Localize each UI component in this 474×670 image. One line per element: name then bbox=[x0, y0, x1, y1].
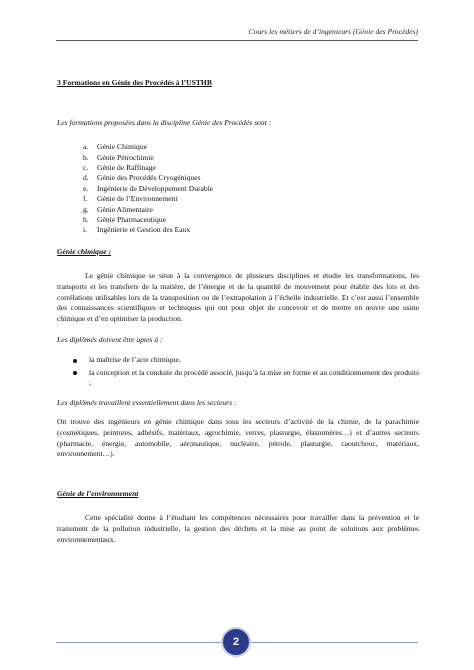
list-item bbox=[83, 163, 419, 173]
running-header: Cours les métiers de d’ingenieurs (Génie des Procédés) bbox=[248, 27, 418, 36]
list-item-label: Génie Chimique bbox=[97, 142, 147, 152]
bullet-icon bbox=[73, 359, 77, 363]
list-item-label: Ingénierie et Gestion des Eaux bbox=[97, 225, 191, 235]
list-item-label: Ingénierie de Développement Durable bbox=[97, 183, 214, 193]
list-item bbox=[83, 194, 419, 204]
list-item bbox=[83, 215, 419, 225]
list-letter: c. bbox=[83, 163, 89, 172]
list-letter: a. bbox=[83, 142, 89, 152]
list-item bbox=[83, 153, 419, 163]
list-item bbox=[83, 184, 419, 194]
section-title: 3 Formations en Génie des Procédés à l’USTHB bbox=[57, 78, 212, 87]
formations-list bbox=[57, 142, 419, 236]
sectors-paragraph: On trouve des ingénieurs en génie chimique dans tous les secteurs d’activité de la chimie, de la parachimie (cosmétiques, peintures, adhésifs, matériaux, agrochimie, verres, plasturgie, élastomères…) et d’autres secteurs (pharmacie, énergie, automobile, aéronautique, nucléaire, pétrole, plasturgie, caoutchouc, matériaux, environnement…). bbox=[57, 417, 419, 459]
list-letter: h. bbox=[83, 215, 89, 225]
list-item-label: Génie Pétrochimie bbox=[97, 152, 154, 162]
list-item-label: Génie des Procédés Cryogéniques bbox=[97, 173, 201, 183]
header-divider bbox=[56, 40, 418, 41]
sectors-label: Les diplômés travaillent essentiellement dans les secteurs : bbox=[57, 397, 237, 407]
list-item bbox=[73, 368, 419, 389]
list-letter: e. bbox=[83, 183, 89, 193]
skills-list bbox=[57, 355, 419, 389]
list-item-label: Génie de Raffinage bbox=[97, 163, 156, 172]
formations-intro: Les formations proposées dans la discipline Génie des Procédés sont : bbox=[57, 117, 272, 127]
list-item bbox=[73, 355, 419, 366]
list-item bbox=[83, 205, 419, 215]
list-letter: i. bbox=[83, 225, 88, 235]
bullet-icon bbox=[73, 371, 77, 375]
list-letter: f. bbox=[83, 194, 88, 204]
skill-text: la maîtrise de l’acte chimique, bbox=[89, 355, 181, 364]
chemical-paragraph: Le génie chimique se situe à la convergence de plusieurs disciplines et étudie les transformations, les transports et les transferts de la matière, de l’énergie et de la quantité de mouvement pour établir des lois et des corrélations utilisables lors de la transposition ou de l’extrapolation à l’échelle industrielle. Et c’est aussi l’ensemble des connaissances scientifiques et techniques qui ont pour objet de concevoir et de mettre en œuvre une usine chimique et d’en optimiser la production. bbox=[57, 271, 419, 323]
list-item-label: Génie de l’Environnement bbox=[97, 194, 178, 204]
list-letter: b. bbox=[83, 152, 89, 162]
list-item-label: Génie Pharmaceutique bbox=[97, 215, 166, 225]
page-content bbox=[57, 78, 419, 556]
list-item bbox=[83, 225, 419, 235]
list-letter: g. bbox=[83, 204, 89, 214]
list-letter: d. bbox=[83, 173, 89, 183]
environment-paragraph: Cette spécialité donne à l’étudiant les compétences nécessaires pour travailler dans la prévention et le traitement de la pollution industrielle, la gestion des déchets et la mise au point de solutions aux problèmes environnementaux. bbox=[57, 513, 419, 544]
list-item bbox=[83, 173, 419, 183]
skills-label: Les diplômés doivent être aptes à : bbox=[57, 335, 163, 345]
chemical-heading: Génie chimique : bbox=[57, 246, 111, 256]
list-item bbox=[83, 142, 419, 152]
environment-heading: Génie de l’environnement bbox=[57, 488, 139, 498]
list-item-label: Génie Alimentaire bbox=[97, 204, 153, 214]
page-number-badge: 2 bbox=[221, 627, 251, 657]
skill-text: la conception et la conduite du procédé associé, jusqu’à la mise en forme et au conditionnement des produits ; bbox=[89, 367, 419, 388]
